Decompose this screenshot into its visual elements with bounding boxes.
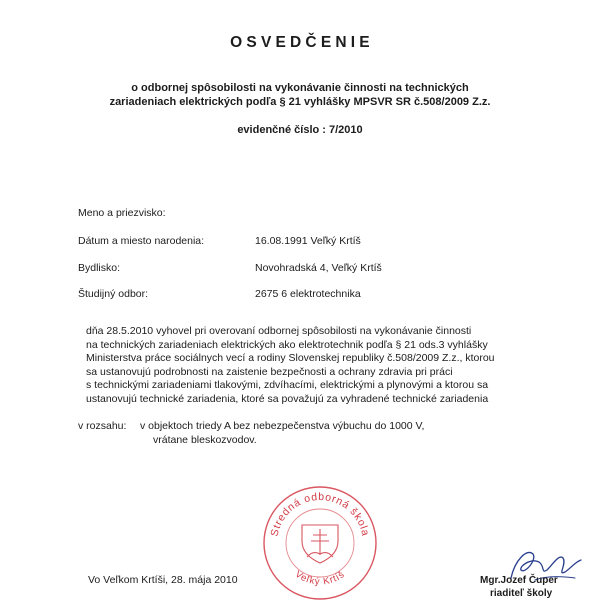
body-line: na technických zariadeniach elektrických ako elektrotechnik podľa § 21 ods.3 vyhlášky [86,338,488,351]
field-label-address: Bydlisko: [78,262,121,274]
field-label-name: Meno a priezvisko: [78,207,166,219]
subtitle-line-2: zariadeniach elektrických podľa § 21 vyhlášky MPSVR SR č.508/2009 Z.z. [109,96,491,108]
field-label-birth: Dátum a miesto narodenia: [78,235,205,247]
school-stamp [255,475,385,600]
signatory-name: Mgr.Jozef Čuper [480,575,558,586]
document-subtitle [0,81,600,109]
field-value-address: Novohradská 4, Veľký Krtíš [255,262,382,274]
scope-line-2: vrátane bleskozvodov. [153,433,257,446]
scope-text [140,420,424,447]
signatory-block [480,575,580,600]
field-value-birth: 16.08.1991 Veľký Krtíš [255,235,361,247]
document-title: OSVEDČENIE [230,34,374,51]
field-value-study: 2675 6 elektrotechnika [255,288,361,300]
body-line: Ministerstva práce sociálnych vecí a rodiny Slovenskej republiky č.508/2009 Z.z., ktorou [86,352,495,364]
place-and-date: Vo Veľkom Krtíši, 28. mája 2010 [88,574,238,586]
field-label-study: Študijný odbor: [78,288,149,300]
registration-number: evidenčné číslo : 7/2010 [237,124,363,136]
body-line: dňa 28.5.2010 vyhovel pri overovaní odbornej spôsobilosti na vykonávanie činnosti [86,325,472,337]
subtitle-line-1: o odbornej spôsobilosti na vykonávanie činnosti na technických [131,82,469,94]
body-line: s technickými zariadeniami tlakovými, zdvíhacími, elektrickými a plynovými a ktorou sa [86,379,489,391]
scope-label: v rozsahu: [78,420,127,432]
body-line: sa ustanovujú podrobnosti na zaistenie bezpečnosti a ochrany zdravia pri práci [86,365,453,378]
certificate-body [86,325,526,406]
scope-line-1: v objektoch triedy A bez nebezpečenstva výbuchu do 1000 V, [140,420,425,432]
coat-of-arms-icon [302,525,338,563]
body-line: ustanovujú technické zariadenia, ktoré sa považujú za vyhradené technické zariadenia [86,392,489,405]
signatory-role: riaditeľ školy [490,587,553,599]
stamp-text-top: Stredná odborná škola [268,490,372,538]
stamp-text-bottom: Veľký Krtíš [292,568,348,588]
